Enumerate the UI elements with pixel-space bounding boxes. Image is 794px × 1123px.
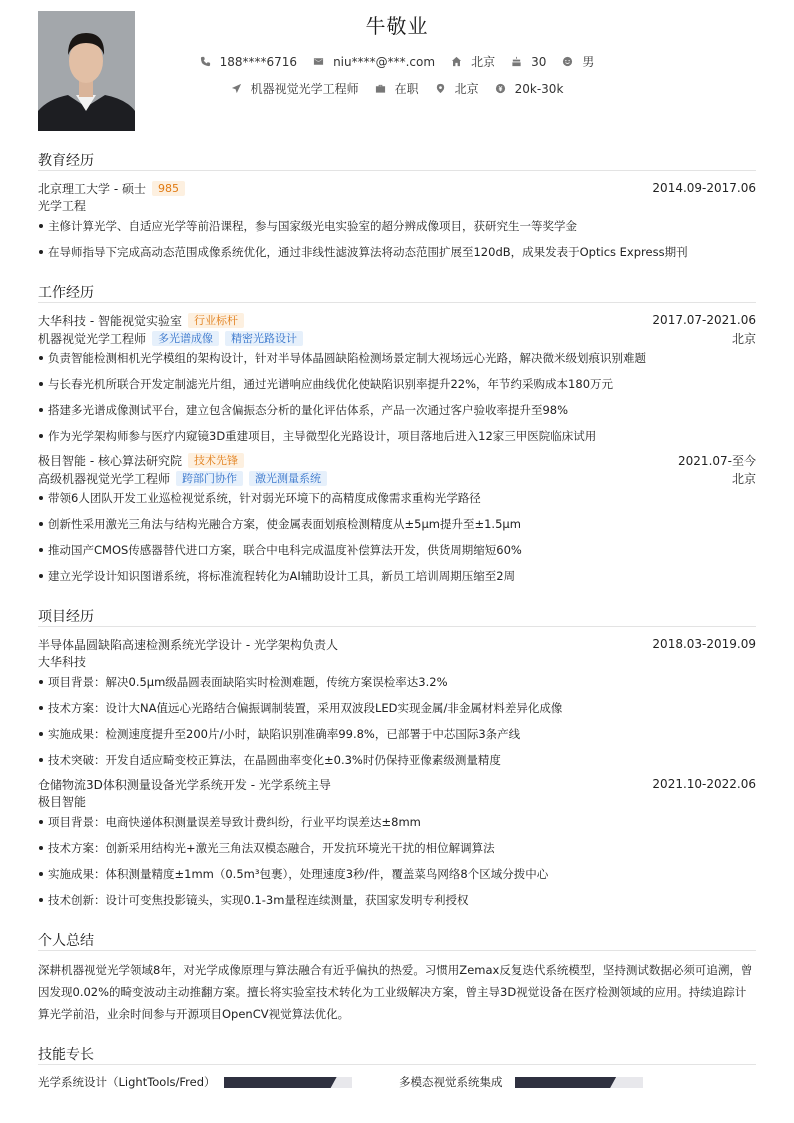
email-item [313,55,435,69]
major: 光学工程 [38,199,87,213]
section-title-projects: 项目经历 [38,609,94,625]
work-bullet: 创新性采用激光三角法与结构光融合方案，使金属表面划痕检测精度从±5μm提升至±1.5μm [38,515,756,533]
city-text: 北京 [471,55,496,69]
project-header [38,635,756,653]
role-tag: 跨部门协作 [176,471,243,486]
project-title: 仓储物流3D体积测量设备光学系统开发 - 光学系统主导 [38,777,331,792]
section-divider [38,1064,756,1065]
skill-name: 光学系统设计（LightTools/Fred） [38,1075,216,1089]
work-header [38,311,756,329]
role-tag: 激光测量系统 [249,471,327,486]
age-text: 30 [531,54,547,69]
intention-row [38,80,756,97]
project-title: 半导体晶圆缺陷高速检测系统光学设计 - 光学架构负责人 [38,637,338,652]
status-text: 在职 [394,82,419,96]
section-divider [38,626,756,627]
work-bullet: 作为光学架构师参与医疗内窥镜3D重建项目，主导微型化光路设计，项目落地后进入12家三甲医院临床试用 [38,427,756,445]
company-tag: 技术先锋 [188,453,244,468]
work-bullet: 推动国产CMOS传感器替代进口方案，联合中电科完成温度补偿算法开发，供货周期缩短60% [38,541,756,559]
work-bullet: 搭建多光谱成像测试平台，建立包含偏振态分析的量化评估体系，产品一次通过客户验收率提升至98% [38,401,756,419]
job-target-item [231,80,359,97]
section-title-summary: 个人总结 [38,933,94,949]
work-bullet: 与长春光机所联合开发定制滤光片组，通过光谱响应曲线优化使缺陷识别率提升22%，年节约采购成本180万元 [38,375,756,393]
company-name: 极目智能 - 核心算法研究院 [38,453,182,468]
cake-icon [511,56,522,67]
education-header [38,179,756,197]
phone-text: 188****6716 [219,54,298,69]
salary-icon [495,83,506,94]
work-location: 北京 [731,331,756,346]
work-bullet: 负责智能检测相机光学模组的架构设计，针对半导体晶圆缺陷检测场景定制大视场远心光路，解决微米级划痕识别难题 [38,349,756,367]
project-bullet: 技术方案：创新采用结构光+激光三角法双模态融合，开发抗环境光干扰的相位解调算法 [38,839,756,857]
project-bullet: 实施成果：检测速度提升至200片/小时，缺陷识别准确率99.8%，已部署于中芯国际3条产线 [38,725,756,743]
job-target-text: 机器视觉光学工程师 [250,82,359,96]
target-city-item [435,80,479,97]
project-date: 2018.03-2019.09 [652,637,756,651]
role-tag: 多光谱成像 [152,331,219,346]
work-date: 2017.07-2021.06 [652,313,756,327]
salary-text: 20k-30k [514,81,564,96]
project-bullet: 项目背景：解决0.5μm级晶圆表面缺陷实时检测难题，传统方案误检率达3.2% [38,673,756,691]
work-role-row [38,469,756,487]
phone-item [200,55,297,69]
project-bullet: 技术方案：设计大NA值远心光路结合偏振调制装置，采用双波段LED实现金属/非金属材料差异化成像 [38,699,756,717]
skill-level-bar [515,1077,643,1088]
section-divider [38,950,756,951]
project-bullet: 实施成果：体积测量精度±1mm（0.5m³包裹），处理速度3秒/件，覆盖菜鸟网络8个区域分拨中心 [38,865,756,883]
project-bullet: 技术创新：设计可变焦投影镜头，实现0.1-3m量程连续测量，获国家发明专利授权 [38,891,756,909]
project-org: 极目智能 [38,795,87,809]
work-date: 2021.07-至今 [678,453,756,468]
project-bullet: 项目背景：电商快递体积测量误差导致计费纠纷，行业平均误差达±8mm [38,813,756,831]
education-bullet: 主修计算光学、自适应光学等前沿课程，参与国家级光电实验室的超分辨成像项目，获研究生一等奖学金 [38,217,756,235]
school-name: 北京理工大学 - 硕士 [38,181,146,196]
email-text: niu****@***.com [333,54,436,69]
work-location: 北京 [731,471,756,486]
skill-level-fill [224,1077,337,1088]
project-date: 2021.10-2022.06 [652,777,756,791]
project-bullet: 技术突破：开发自适应畸变校正算法，在晶圆曲率变化±0.3%时仍保持亚像素级测量精度 [38,751,756,769]
city-item [451,53,495,70]
section-title-skills: 技能专长 [38,1047,94,1063]
company-name: 大华科技 - 智能视觉实验室 [38,313,182,328]
role-tag: 精密光路设计 [225,331,303,346]
project-header [38,775,756,793]
section-divider [38,170,756,171]
school-tag: 985 [152,181,185,196]
gender-text: 男 [582,55,595,69]
section-title-education: 教育经历 [38,153,94,169]
skill-level-fill [515,1077,616,1088]
send-icon [231,83,242,94]
section-divider [38,302,756,303]
work-role-row [38,329,756,347]
location-pin-icon [435,83,446,94]
skill-name: 多模态视觉系统集成 [399,1075,503,1089]
salary-item [495,82,564,96]
work-bullet: 带领6人团队开发工业巡检视觉系统，针对弱光环境下的高精度成像需求重构光学路径 [38,489,756,507]
target-city-text: 北京 [454,82,479,96]
company-tag: 行业标杆 [188,313,244,328]
role-title: 机器视觉光学工程师 [38,331,147,346]
gender-item [562,53,594,70]
briefcase-icon [375,83,386,94]
education-date: 2014.09-2017.06 [652,181,756,195]
resume-page [38,0,756,1123]
home-icon [451,56,462,67]
skill-level-bar [224,1077,352,1088]
project-org: 大华科技 [38,655,87,669]
age-item [511,55,546,69]
education-bullet: 在导师指导下完成高动态范围成像系统优化，通过非线性滤波算法将动态范围扩展至120dB，成果发表于Optics Express期刊 [38,243,756,261]
contact-row [38,53,756,70]
candidate-name: 牛敬业 [365,14,429,38]
phone-icon [200,56,211,67]
section-title-work: 工作经历 [38,285,94,301]
smile-icon [562,56,573,67]
role-title: 高级机器视觉光学工程师 [38,471,171,486]
work-header [38,451,756,469]
mail-icon [313,56,324,67]
work-bullet: 建立光学设计知识图谱系统，将标准流程转化为AI辅助设计工具，新员工培训周期压缩至2周 [38,567,756,585]
status-item [375,80,419,97]
summary-text: 深耕机器视觉光学领域8年，对光学成像原理与算法融合有近乎偏执的热爱。习惯用Zemax反复迭代系统模型，坚持测试数据必须可追溯，曾因发现0.02%的畸变波动主动推翻方案。擅长将实验室技术转化为工业级解决方案，曾主导3D视觉设备在医疗检测领域的应用。持续追踪计算光学前沿，业余时间参与开源项目OpenCV视觉算法优化。 [38,963,753,1021]
